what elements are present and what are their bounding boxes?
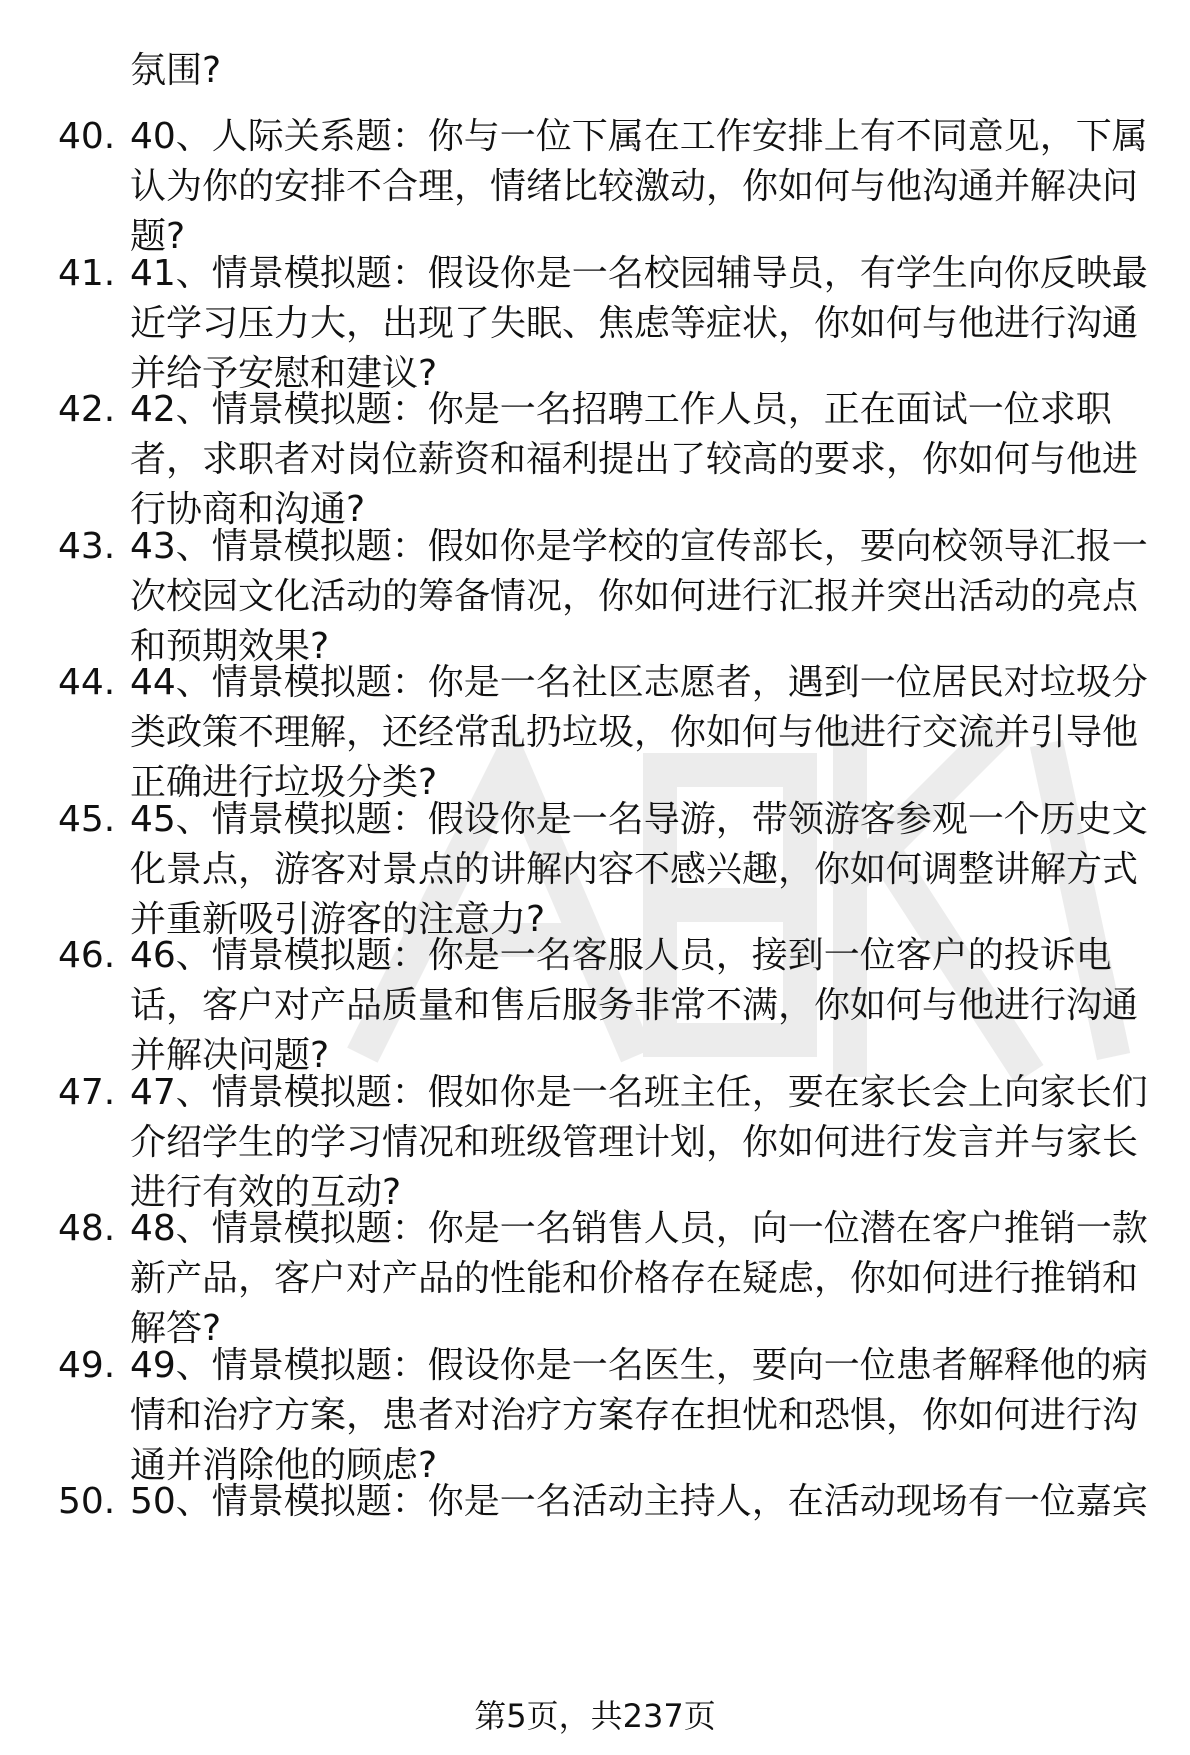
question-text-line: 和预期效果? bbox=[130, 625, 330, 667]
question-text-line: 43、情景模拟题：假如你是学校的宣传部长，要向校领导汇报一 bbox=[130, 525, 1148, 567]
question-item bbox=[0, 1477, 1190, 1627]
question-text bbox=[130, 522, 1170, 672]
question-number: 44. bbox=[58, 662, 116, 703]
question-text-line: 次校园文化活动的筹备情况，你如何进行汇报并突出活动的亮点 bbox=[130, 575, 1139, 617]
question-text-line: 介绍学生的学习情况和班级管理计划，你如何进行发言并与家长 bbox=[130, 1121, 1139, 1163]
question-text-line: 情和治疗方案，患者对治疗方案存在担忧和恐惧，你如何进行沟 bbox=[130, 1394, 1139, 1436]
question-text-line: 47、情景模拟题：假如你是一名班主任，要在家长会上向家长们 bbox=[130, 1071, 1148, 1113]
question-text-line: 类政策不理解，还经常乱扔垃圾，你如何与他进行交流并引导他 bbox=[130, 712, 1139, 753]
question-text bbox=[130, 1068, 1170, 1218]
question-number: 43. bbox=[58, 525, 116, 567]
question-number: 48. bbox=[58, 1208, 116, 1249]
question-number: 50. bbox=[58, 1481, 116, 1522]
question-text-line: 通并消除他的顾虑? bbox=[130, 1444, 438, 1486]
page-footer: 第5页，共237页 bbox=[474, 1697, 716, 1735]
question-item bbox=[0, 385, 1190, 535]
question-text-line: 49、情景模拟题：假设你是一名医生，要向一位患者解释他的病 bbox=[130, 1344, 1148, 1386]
question-text-line: 解答? bbox=[130, 1308, 222, 1349]
question-text-line: 题? bbox=[130, 216, 186, 257]
question-text-line: 新产品，客户对产品的性能和价格存在疑虑，你如何进行推销和 bbox=[130, 1258, 1139, 1299]
question-item bbox=[0, 658, 1190, 808]
question-item bbox=[0, 1204, 1190, 1354]
question-text bbox=[130, 795, 1170, 945]
question-item bbox=[0, 112, 1190, 262]
question-text-line: 40、人际关系题：你与一位下属在工作安排上有不同意见，下属 bbox=[130, 116, 1148, 157]
question-text-line: 44、情景模拟题：你是一名社区志愿者，遇到一位居民对垃圾分 bbox=[130, 662, 1148, 703]
question-text-line: 48、情景模拟题：你是一名销售人员，向一位潜在客户推销一款 bbox=[130, 1208, 1148, 1249]
question-item bbox=[0, 795, 1190, 945]
question-text-line: 正确进行垃圾分类? bbox=[130, 762, 438, 803]
question-number: 42. bbox=[58, 389, 116, 430]
question-item bbox=[0, 931, 1190, 1081]
question-text-line: 并重新吸引游客的注意力? bbox=[130, 898, 546, 940]
question-item bbox=[0, 1068, 1190, 1218]
continuation-text: 氛围? bbox=[130, 50, 222, 91]
question-text bbox=[130, 1204, 1170, 1354]
question-text-line: 者，求职者对岗位薪资和福利提出了较高的要求，你如何与他进 bbox=[130, 439, 1139, 480]
question-text-line: 41、情景模拟题：假设你是一名校园辅导员，有学生向你反映最 bbox=[130, 252, 1148, 294]
question-item bbox=[0, 1341, 1190, 1491]
question-number: 41. bbox=[58, 252, 116, 294]
question-text bbox=[130, 112, 1170, 262]
question-text-line: 化景点，游客对景点的讲解内容不感兴趣，你如何调整讲解方式 bbox=[130, 848, 1139, 890]
question-number: 46. bbox=[58, 935, 116, 976]
question-text-line: 42、情景模拟题：你是一名招聘工作人员，正在面试一位求职 bbox=[130, 389, 1112, 430]
question-text bbox=[130, 385, 1170, 535]
question-text bbox=[130, 249, 1170, 399]
question-text bbox=[130, 931, 1170, 1081]
question-text-line: 46、情景模拟题：你是一名客服人员，接到一位客户的投诉电 bbox=[130, 935, 1112, 976]
question-text bbox=[130, 1341, 1170, 1491]
question-text-line: 45、情景模拟题：假设你是一名导游，带领游客参观一个历史文 bbox=[130, 798, 1148, 840]
question-text-line: 50、情景模拟题：你是一名活动主持人，在活动现场有一位嘉宾 bbox=[130, 1481, 1148, 1522]
question-item bbox=[0, 249, 1190, 399]
question-text-line: 进行有效的互动? bbox=[130, 1171, 402, 1213]
question-text-line: 认为你的安排不合理，情绪比较激动，你如何与他沟通并解决问 bbox=[130, 166, 1139, 207]
question-number: 47. bbox=[58, 1071, 116, 1113]
question-text bbox=[130, 1477, 1170, 1527]
question-text-line: 近学习压力大，出现了失眠、焦虑等症状，你如何与他进行沟通 bbox=[130, 302, 1139, 344]
question-number: 40. bbox=[58, 116, 116, 157]
question-number: 45. bbox=[58, 798, 116, 840]
question-text bbox=[130, 658, 1170, 808]
question-item bbox=[0, 522, 1190, 672]
question-text-line: 行协商和沟通? bbox=[130, 489, 366, 530]
question-text-line: 话，客户对产品质量和售后服务非常不满，你如何与他进行沟通 bbox=[130, 985, 1139, 1026]
question-number: 49. bbox=[58, 1344, 116, 1386]
question-text-line: 并给予安慰和建议? bbox=[130, 352, 438, 394]
question-text-line: 并解决问题? bbox=[130, 1035, 330, 1076]
